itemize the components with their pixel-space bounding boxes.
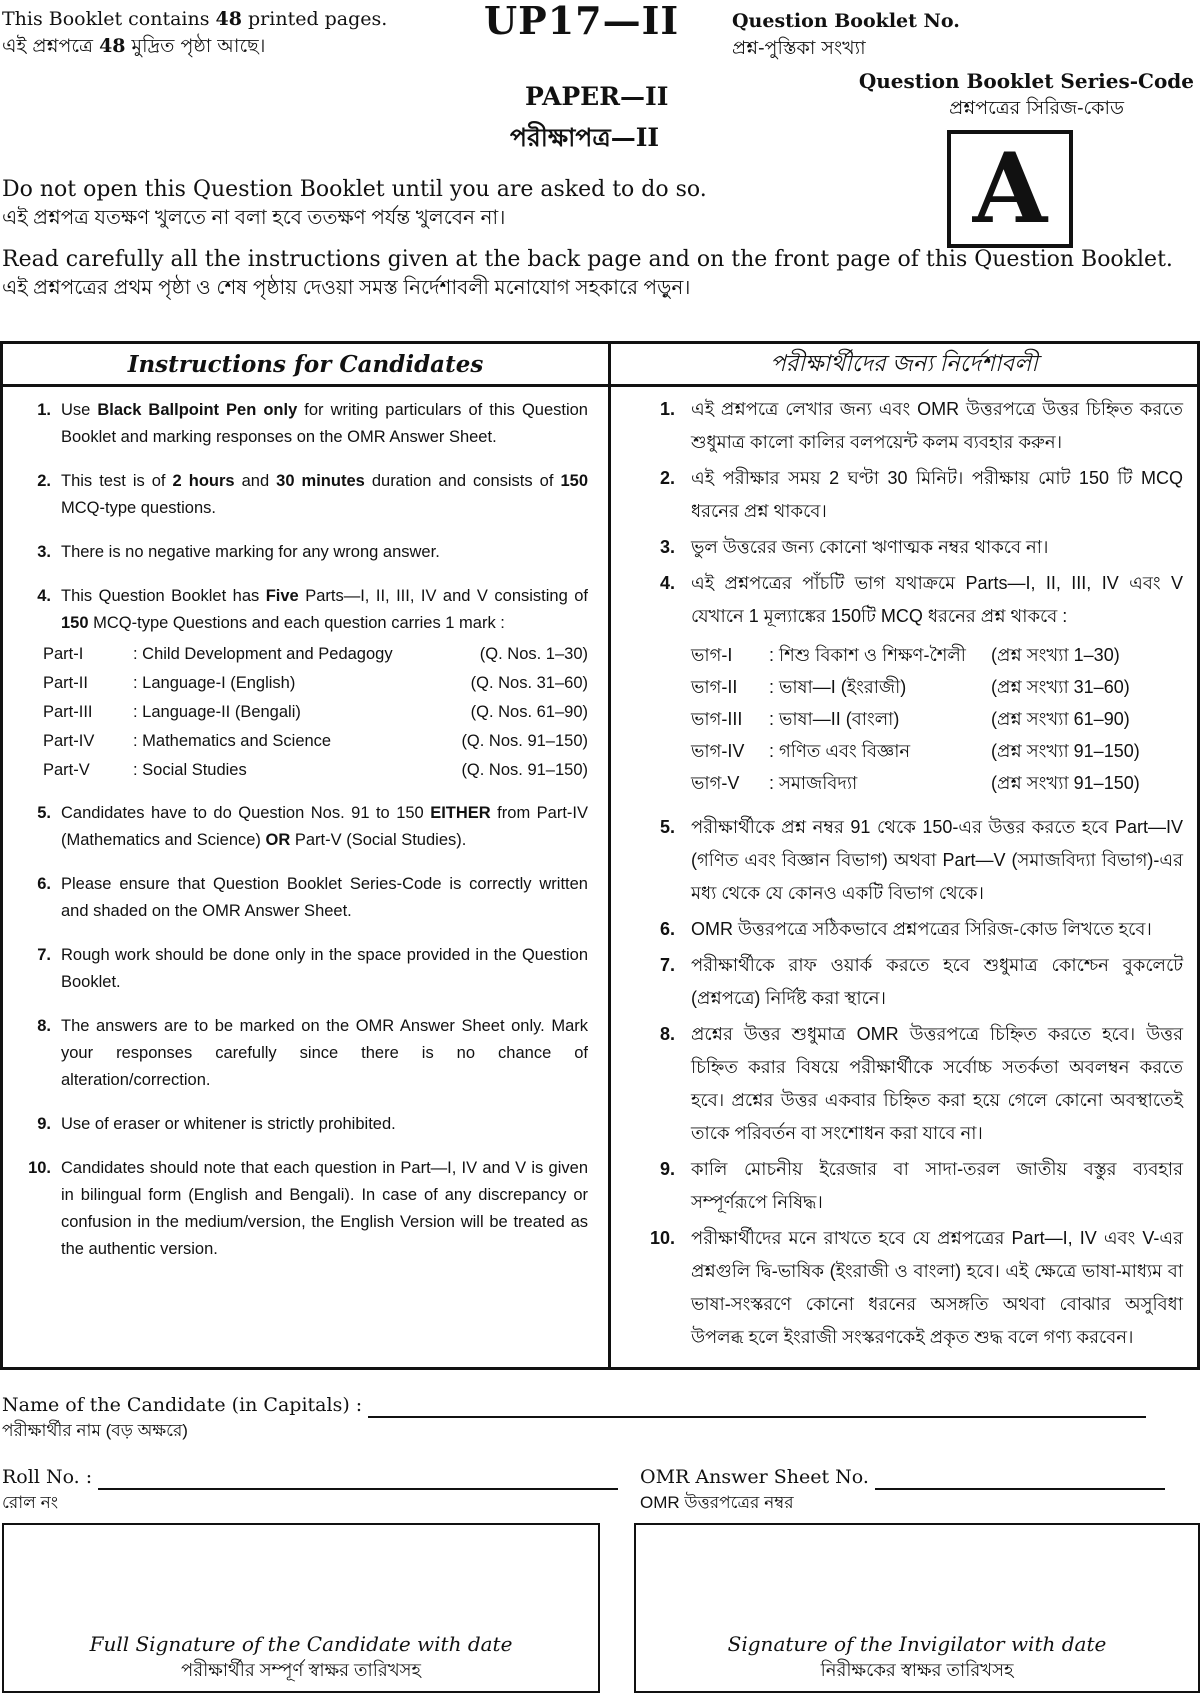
part-question-range: (প্রশ্ন সংখ্যা 1–30) [991, 645, 1120, 665]
roll-number-field[interactable] [2, 1464, 618, 1516]
booklet-page-count-bn [2, 33, 452, 60]
part-label: ভাগ-III [691, 709, 743, 729]
omr-sheet-number-field[interactable] [640, 1464, 1165, 1516]
part-subject: : শিশু বিকাশ ও শিক্ষণ-শৈলী [769, 645, 966, 665]
instruction-number: 8. [659, 1024, 675, 1044]
parts-row [43, 641, 588, 670]
instruction-item [3, 1111, 608, 1138]
instruction-text: from Part-IV (Mathematics and Science) [61, 804, 588, 849]
part-label: Part-IV [43, 732, 95, 750]
invigilator-signature-caption [636, 1631, 1198, 1683]
pages-count-bn: 48 [99, 35, 126, 57]
pages-count: 48 [215, 8, 242, 30]
instruction-emphasis: 30 minutes [276, 472, 365, 490]
part-label: Part-I [43, 645, 84, 663]
part-question-range: (Q. Nos. 91–150) [461, 732, 588, 750]
candidate-signature-box[interactable] [2, 1523, 600, 1693]
parts-row [43, 670, 588, 699]
instruction-item [3, 800, 608, 854]
instruction-text: ভুল উত্তরের জন্য কোনো ঋণাত্মক নম্বর থাকবে না। [691, 537, 1049, 557]
instruction-text: এই পরীক্ষার সময় 2 ঘণ্টা 30 মিনিট। পরীক্ষায় মোট 150 টি MCQ ধরনের প্রশ্ন থাকবে। [691, 468, 1183, 521]
instruction-number: 4. [659, 573, 675, 593]
roll-number-line[interactable] [98, 1468, 618, 1490]
part-subject: : Language-I (English) [133, 674, 296, 692]
instruction-number: 2. [659, 468, 675, 488]
part-subject: : Social Studies [133, 761, 247, 779]
part-question-range: (Q. Nos. 61–90) [470, 703, 588, 721]
instruction-emphasis: 150 [560, 472, 588, 490]
candidate-name-label: Name of the Candidate (in Capitals) : [2, 1394, 363, 1416]
part-label: Part-II [43, 674, 88, 692]
part-subject: : ভাষা—II (বাংলা) [769, 709, 900, 729]
invigilator-signature-label-bn: নিরীক্ষকের স্বাক্ষর তারিখসহ [820, 1660, 1014, 1680]
instruction-item-bn [611, 913, 1197, 946]
pages-en-prefix: This Booklet contains [2, 8, 216, 30]
instruction-emphasis: EITHER [430, 804, 491, 822]
instruction-text: Please ensure that Question Booklet Series-Code is correctly written and shaded on the OMR Answer Sheet. [61, 875, 588, 920]
instruction-text: পরীক্ষার্থীদের মনে রাখতে হবে যে প্রশ্নপত্রের Part—I, IV এবং V-এর প্রশ্নগুলি দ্বি-ভাষিক (ইংরাজী ও বাংলা) হবে। এই ক্ষেত্রে ভাষা-মাধ্যম বা ভাষা-সংস্করণে কোনো ধরনের অসঙ্গতি অথবা বোঝার অসুবিধা উপলব্ধ হলে ইংরাজী সংস্করণকেই প্রকৃত শুদ্ধ বলে গণ্য করবেন। [691, 1228, 1183, 1347]
instruction-item-bn [611, 462, 1197, 528]
instruction-number: 7. [37, 946, 51, 964]
part-question-range: (Q. Nos. 91–150) [461, 761, 588, 779]
invigilator-signature-label: Signature of the Invigilator with date [727, 1632, 1107, 1656]
parts-row-bn [691, 735, 1183, 767]
roll-number-label-bn: রোল নং [2, 1493, 59, 1512]
candidate-signature-label: Full Signature of the Candidate with date [89, 1632, 513, 1656]
do-not-open-bn: এই প্রশ্নপত্র যতক্ষণ খুলতে না বলা হবে ততক্ষণ পর্যন্ত খুলবেন না। [2, 207, 506, 229]
parts-row [43, 728, 588, 757]
part-subject: : Child Development and Pedagogy [133, 645, 393, 663]
omr-sheet-number-line[interactable] [875, 1468, 1165, 1490]
part-subject: : সমাজবিদ্যা [769, 773, 858, 793]
part-question-range: (প্রশ্ন সংখ্যা 31–60) [991, 677, 1130, 697]
instruction-text: এই প্রশ্নপত্রে লেখার জন্য এবং OMR উত্তরপত্রে উত্তর চিহ্নিত করতে শুধুমাত্র কালো কালির বলপয়েন্ট কলম ব্যবহার করুন। [691, 399, 1183, 452]
instruction-number: 3. [659, 537, 675, 557]
instructions-table [0, 341, 1200, 1370]
instruction-item-bn [611, 1018, 1197, 1150]
instruction-item [3, 539, 608, 566]
instruction-text: Rough work should be done only in the space provided in the Question Booklet. [61, 946, 588, 991]
instruction-item-bn [611, 531, 1197, 564]
parts-row-bn [691, 639, 1183, 671]
part-subject: : ভাষা—I (ইংরাজী) [769, 677, 907, 697]
part-label: Part-III [43, 703, 93, 721]
instruction-text: This test is of [61, 472, 173, 490]
instruction-text: MCQ-type Questions and each question carries 1 mark : [88, 614, 505, 632]
part-question-range: (প্রশ্ন সংখ্যা 61–90) [991, 709, 1130, 729]
do-not-open-note [2, 176, 902, 232]
parts-row-bn [691, 671, 1183, 703]
parts-row-bn [691, 703, 1183, 735]
instruction-text: পরীক্ষার্থীকে প্রশ্ন নম্বর 91 থেকে 150-এর উত্তর করতে হবে Part—IV (গণিত এবং বিজ্ঞান বিভাগ) অথবা Part—V (সমাজবিদ্যা বিভাগ)-এর মধ্য থেকে যে কোনও একটি বিভাগ থেকে। [691, 817, 1183, 903]
read-instructions-note [2, 246, 1192, 302]
instruction-item [3, 1155, 608, 1263]
instruction-number: 2. [37, 472, 51, 490]
instruction-number: 5. [37, 804, 51, 822]
instruction-emphasis: Five [265, 587, 299, 605]
read-instructions-bn: এই প্রশ্নপত্রের প্রথম পৃষ্ঠা ও শেষ পৃষ্ঠায় দেওয়া সমস্ত নির্দেশাবলী মনোযোগ সহকারে পড়ুন। [2, 277, 691, 299]
instruction-text: প্রশ্নের উত্তর শুধুমাত্র OMR উত্তরপত্রে চিহ্নিত করতে হবে। উত্তর চিহ্নিত করার বিষয়ে পরীক্ষার্থীকে সর্বোচ্চ সতর্কতা অবলম্বন করতে হবে। প্রশ্নের উত্তর একবার চিহ্নিত করা হয়ে গেলে কোনো অবস্থাতেই তাকে পরিবর্তন বা সংশোধন করা যাবে না। [691, 1024, 1183, 1143]
instruction-text: MCQ-type questions. [61, 499, 216, 517]
series-code-box: A [947, 130, 1073, 248]
paper-code: UP17—II [484, 0, 680, 43]
instructions-en-list-continued [3, 800, 608, 1263]
instruction-emphasis: OR [265, 831, 291, 849]
instruction-number: 1. [659, 399, 675, 419]
instruction-item [3, 871, 608, 925]
instruction-emphasis: Black Ballpoint Pen only [97, 401, 298, 419]
instruction-number: 7. [659, 955, 675, 975]
instruction-text: Parts—I, II, III, IV and V consisting of [298, 587, 589, 605]
booklet-number-label-en: Question Booklet No. [732, 10, 960, 32]
paper-title-bn: পরীক্ষাপত্র—II [510, 123, 660, 152]
instruction-text: OMR উত্তরপত্রে সঠিকভাবে প্রশ্নপত্রের সিরিজ-কোড লিখতে হবে। [691, 919, 1152, 939]
instruction-text: Part-V (Social Studies). [290, 831, 467, 849]
invigilator-signature-box[interactable] [634, 1523, 1200, 1693]
instruction-number: 6. [37, 875, 51, 893]
part-label: ভাগ-I [691, 645, 733, 665]
instruction-text: Candidates should note that each question in Part—I, IV and V is given in bilingual form (English and Bengali). In case of any discrepancy or confusion in the medium/version, the English Version will be treated as the authentic version. [61, 1159, 588, 1258]
instruction-item-bn [611, 567, 1197, 799]
series-code-label [859, 68, 1194, 122]
instructions-en-column [2, 386, 610, 1369]
instruction-item [3, 583, 608, 637]
instruction-text: পরীক্ষার্থীকে রাফ ওয়ার্ক করতে হবে শুধুমাত্র কোশ্চেন বুকলেটে (প্রশ্নপত্রে) নির্দিষ্ট করা স্থানে। [691, 955, 1183, 1008]
roll-number-label: Roll No. : [2, 1466, 93, 1488]
series-code-label-en: Question Booklet Series-Code [858, 69, 1194, 93]
instruction-item-bn [611, 1222, 1197, 1354]
instruction-item [3, 1013, 608, 1094]
do-not-open-en: Do not open this Question Booklet until you are asked to do so. [2, 177, 707, 202]
instructions-en-list [3, 397, 608, 637]
instruction-text: duration and consists of [364, 472, 561, 490]
part-subject: : গণিত এবং বিজ্ঞান [769, 741, 911, 761]
booklet-page-count-en [2, 6, 452, 33]
instruction-text: Use of eraser or whitener is strictly prohibited. [61, 1115, 396, 1133]
instruction-number: 3. [37, 543, 51, 561]
instructions-title-bn: পরীক্ষার্থীদের জন্য নির্দেশাবলী [610, 343, 1199, 386]
instruction-item [3, 942, 608, 996]
instructions-bn-list [611, 393, 1197, 1354]
instruction-number: 10. [649, 1228, 675, 1248]
pages-en-suffix: printed pages. [241, 8, 388, 30]
booklet-number-label-bn: প্রশ্ন-পুস্তিকা সংখ্যা [732, 37, 866, 59]
series-code-label-bn: প্রশ্নপত্রের সিরিজ-কোড [949, 97, 1124, 119]
parts-table-en [43, 641, 588, 786]
candidate-signature-caption [4, 1631, 598, 1683]
booklet-number-label [732, 8, 960, 62]
part-question-range: (Q. Nos. 31–60) [470, 674, 588, 692]
instructions-bn-column [610, 386, 1199, 1369]
instruction-number: 4. [37, 587, 51, 605]
pages-bn-suffix: মুদ্রিত পৃষ্ঠা আছে। [125, 35, 266, 57]
booklet-page-count [2, 6, 452, 60]
parts-row [43, 757, 588, 786]
part-subject: : Mathematics and Science [133, 732, 332, 750]
parts-table-bn [691, 639, 1183, 799]
part-label: ভাগ-II [691, 677, 738, 697]
read-instructions-en: Read carefully all the instructions given at the back page and on the front page of this Question Booklet. [2, 247, 1173, 272]
instruction-number: 8. [37, 1017, 51, 1035]
instruction-text: Candidates have to do Question Nos. 91 to 150 [61, 804, 431, 822]
part-label: ভাগ-IV [691, 741, 745, 761]
parts-row [43, 699, 588, 728]
instruction-item-bn [611, 811, 1197, 910]
instruction-text: The answers are to be marked on the OMR Answer Sheet only. Mark your responses carefully since there is no chance of alteration/correction. [61, 1017, 588, 1089]
instruction-number: 5. [659, 817, 675, 837]
instruction-text: and [234, 472, 277, 490]
instruction-text: This Question Booklet has [61, 587, 266, 605]
candidate-name-label-bn: পরীক্ষার্থীর নাম (বড় অক্ষরে) [2, 1421, 188, 1440]
instruction-number: 10. [28, 1159, 51, 1177]
instruction-number: 1. [37, 401, 51, 419]
instruction-item-bn [611, 1153, 1197, 1219]
omr-sheet-number-label-bn: OMR উত্তরপত্রের নম্বর [640, 1493, 794, 1512]
instruction-text: for writing particulars of this Question Booklet and marking responses on the OMR Answer Sheet. [61, 401, 588, 446]
candidate-name-line[interactable] [368, 1396, 1146, 1418]
instruction-text: কালি মোচনীয় ইরেজার বা সাদা-তরল জাতীয় বস্তুর ব্যবহার সম্পূর্ণরূপে নিষিদ্ধ। [691, 1159, 1183, 1212]
instruction-emphasis: 150 [61, 614, 89, 632]
paper-title: PAPER—II [525, 82, 669, 111]
instruction-number: 9. [37, 1115, 51, 1133]
pages-bn-prefix: এই প্রশ্নপত্রে [2, 35, 100, 57]
instruction-item-bn [611, 393, 1197, 459]
instruction-text: Use [61, 401, 98, 419]
part-question-range: (প্রশ্ন সংখ্যা 91–150) [991, 741, 1140, 761]
instruction-text: There is no negative marking for any wrong answer. [61, 543, 440, 561]
parts-row-bn [691, 767, 1183, 799]
part-label: ভাগ-V [691, 773, 740, 793]
instruction-number: 9. [659, 1159, 675, 1179]
omr-sheet-number-label: OMR Answer Sheet No. [640, 1466, 869, 1488]
instruction-number: 6. [659, 919, 675, 939]
instruction-item [3, 397, 608, 451]
instruction-emphasis: 2 hours [172, 472, 235, 490]
instructions-title-en: Instructions for Candidates [2, 343, 610, 386]
candidate-signature-label-bn: পরীক্ষার্থীর সম্পূর্ণ স্বাক্ষর তারিখসহ [180, 1660, 421, 1680]
part-question-range: (প্রশ্ন সংখ্যা 91–150) [991, 773, 1140, 793]
part-subject: : Language-II (Bengali) [133, 703, 301, 721]
part-label: Part-V [43, 761, 90, 779]
part-question-range: (Q. Nos. 1–30) [479, 645, 588, 663]
instruction-text: এই প্রশ্নপত্রের পাঁচটি ভাগ যথাক্রমে Parts—I, II, III, IV এবং V যেখানে 1 মূল্যাঙ্কের 150টি MCQ ধরনের প্রশ্ন থাকবে : [691, 573, 1183, 626]
candidate-name-field[interactable] [2, 1392, 1146, 1444]
instruction-item [3, 468, 608, 522]
instruction-item-bn [611, 949, 1197, 1015]
